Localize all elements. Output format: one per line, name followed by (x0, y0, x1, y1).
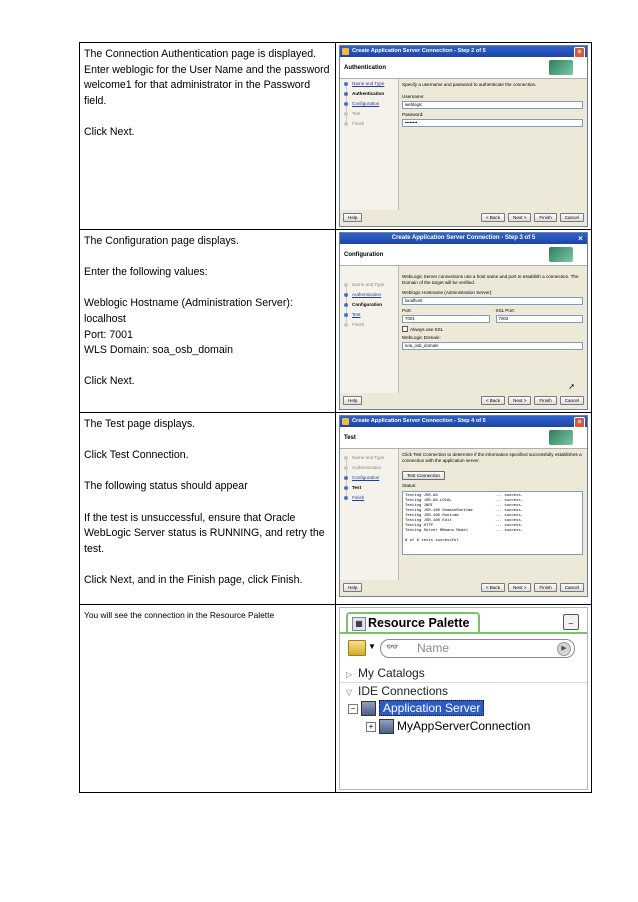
dialog-titlebar (340, 416, 587, 427)
step-configuration: Configuration (340, 300, 398, 310)
server-icon (361, 701, 376, 716)
step-description: WebLogic Server connections use a host name and port to establish a connection. The Domain of the target will be verified. (402, 274, 579, 285)
step-configuration[interactable]: Configuration (340, 99, 398, 109)
step-list (340, 449, 399, 580)
instruction-cell (80, 605, 336, 793)
help-button[interactable]: Help (343, 396, 362, 405)
step-name-and-type: Name and Type (340, 453, 398, 463)
always-ssl-checkbox[interactable] (402, 326, 583, 332)
next-button[interactable]: Next > (508, 396, 531, 405)
dialog-title: Create Application Server Connection - Step 3 of 5 (391, 235, 536, 241)
paragraph: Click Next. (84, 125, 135, 138)
help-button[interactable]: Help (343, 583, 362, 592)
step-description: Click Test Connection to determine if the information specified successfully establishes a connection with the application server. (402, 452, 582, 463)
finish-button[interactable]: Finish (534, 583, 556, 592)
screenshot-cell (336, 43, 592, 230)
paragraph: The Connection Authentication page is displayed. Enter weblogic for the User Name and the password welcome1 for that administrator in the Password field. (84, 48, 330, 107)
step-test[interactable]: Test (340, 310, 398, 320)
app-icon (342, 418, 349, 425)
step-authentication[interactable]: Authentication (340, 290, 398, 300)
resource-palette (339, 607, 588, 790)
dialog-header (340, 244, 587, 266)
domain-label: WebLogic Domain: (402, 335, 441, 340)
always-ssl-label: Always use SSL (410, 326, 444, 332)
chevron-down-icon: ▽ (346, 688, 353, 698)
table-row (80, 230, 592, 413)
step-list (340, 266, 399, 393)
table-row (80, 43, 592, 230)
paragraph: Click Test Connection. (84, 449, 189, 462)
paragraph: WLS Domain: soa_osb_domain (84, 344, 233, 357)
host-label: Weblogic Hostname (Administration Server): (402, 290, 493, 295)
ssl-port-input[interactable]: 7002 (496, 315, 584, 323)
wizard-logo-icon (549, 430, 573, 445)
finish-button[interactable]: Finish (534, 213, 556, 222)
step-heading: Authentication (344, 65, 386, 71)
log-line: Testing HTTP ... success. (405, 524, 524, 528)
search-input[interactable] (380, 639, 575, 658)
my-catalogs-node[interactable]: ▷ My Catalogs (346, 666, 425, 681)
step-authentication: Authentication (340, 89, 398, 99)
screenshot-cell (336, 605, 592, 793)
close-icon[interactable]: × (574, 47, 585, 58)
app-icon (342, 48, 349, 55)
app-server-label: Application Server (379, 700, 484, 716)
step-test: Test (340, 483, 398, 493)
next-button[interactable]: Next > (508, 213, 531, 222)
cancel-button[interactable]: Cancel (560, 583, 584, 592)
cancel-button[interactable]: Cancel (560, 213, 584, 222)
close-icon[interactable]: × (578, 234, 583, 243)
back-button[interactable]: < Back (481, 213, 505, 222)
back-button[interactable]: < Back (481, 583, 505, 592)
instruction-cell (80, 43, 336, 230)
username-input[interactable]: weblogic (402, 101, 583, 109)
server-icon (379, 719, 394, 734)
search-placeholder: Name (417, 641, 450, 656)
finish-button[interactable]: Finish (534, 396, 556, 405)
dialog-title: Create Application Server Connection - Step 4 of 5 (352, 418, 486, 424)
ssl-port-label: SSL Port: (495, 308, 515, 313)
palette-toolbar (346, 638, 581, 658)
dialog-header (340, 427, 587, 449)
connection-label: MyAppServerConnection (397, 719, 531, 734)
step-authentication: Authentication (340, 463, 398, 473)
step-name-and-type: Name and Type (340, 280, 398, 290)
cursor-icon: ➚ (568, 382, 575, 391)
domain-input[interactable]: soa_osb_domain (402, 342, 583, 350)
status-log (402, 491, 583, 555)
palette-icon: ▦ (352, 617, 366, 631)
collapse-icon[interactable]: − (348, 704, 358, 714)
chevron-right-icon: ▷ (346, 670, 353, 680)
step-description: Specify a username and password to authenticate the connection. (402, 82, 537, 87)
paragraph: Click Next, and in the Finish page, click Finish. (84, 573, 303, 586)
connection-node[interactable] (366, 719, 530, 734)
test-dialog (339, 415, 588, 597)
step-finish: Finish (340, 119, 398, 129)
log-line: Testing Server MBeans Model ... success. (405, 529, 524, 533)
palette-title: Resource Palette (368, 616, 470, 631)
step-test: Test (340, 109, 398, 119)
status-label: Status: (402, 483, 417, 488)
log-line: Testing JSR-160 DomainRuntime ... success. (405, 509, 524, 513)
port-label: Port: (402, 308, 412, 313)
next-button[interactable]: Next > (508, 583, 531, 592)
expand-icon[interactable]: + (366, 722, 376, 732)
dialog-title: Create Application Server Connection - Step 2 of 5 (352, 48, 486, 54)
paragraph: Enter the following values: (84, 266, 208, 279)
log-line: Testing JSR-88-LOCAL ... success. (405, 499, 524, 503)
back-button[interactable]: < Back (481, 396, 505, 405)
log-line: Testing JNDI ... success. (405, 504, 524, 508)
palette-tab[interactable] (346, 612, 480, 634)
password-input[interactable]: •••••••• (402, 119, 583, 127)
paragraph: You will see the connection in the Resource Palette (84, 610, 275, 621)
paragraph: Click Next. (84, 375, 135, 388)
new-folder-icon[interactable] (348, 640, 366, 656)
config-dialog (339, 232, 588, 410)
log-summary: 8 of 8 tests successful. (405, 539, 462, 543)
log-line: Testing JSR-160 Runtime ... success. (405, 514, 524, 518)
close-icon[interactable]: × (574, 417, 585, 428)
step-heading: Test (344, 435, 356, 441)
step-name-and-type[interactable]: Name and Type (340, 79, 398, 89)
instruction-cell (80, 413, 336, 605)
wizard-logo-icon (549, 247, 573, 262)
step-finish: Finish (340, 320, 398, 330)
table-row (80, 413, 592, 605)
paragraph: If the test is unsuccessful, ensure that Oracle WebLogic Server status is RUNNING, and retry the test. (84, 511, 325, 555)
step-list (340, 79, 399, 210)
password-label: Password: (402, 112, 424, 117)
paragraph: The following status should appear (84, 480, 248, 493)
instruction-table (79, 42, 592, 793)
instruction-cell (80, 230, 336, 413)
paragraph: The Test page displays. (84, 418, 196, 430)
cancel-button[interactable]: Cancel (560, 396, 584, 405)
screenshot-cell (336, 413, 592, 605)
username-label: Username: (402, 94, 425, 99)
test-connection-button[interactable]: Test Connection (402, 471, 445, 480)
ide-connections-node[interactable]: ▽ IDE Connections (346, 684, 449, 699)
step-finish[interactable]: Finish (340, 493, 398, 503)
port-input[interactable]: 7001 (402, 315, 490, 323)
paragraph: Port: 7001 (84, 328, 133, 341)
dialog-header (340, 57, 587, 79)
auth-dialog (339, 45, 588, 227)
paragraph: Weblogic Hostname (Administration Server): localhost (84, 297, 293, 325)
wizard-logo-icon (549, 60, 573, 75)
binoculars-icon: 👓 (386, 642, 399, 654)
chevron-down-icon[interactable]: ▼ (368, 642, 376, 652)
paragraph: The Configuration page displays. (84, 235, 239, 247)
log-line: Testing JSR-160 Edit ... success. (405, 519, 524, 523)
app-server-node[interactable] (348, 701, 484, 716)
screenshot-cell (336, 230, 592, 413)
help-button[interactable]: Help (343, 213, 362, 222)
dialog-titlebar (340, 46, 587, 57)
log-line: Testing JSR-88 ... success. (405, 494, 524, 498)
host-input[interactable]: localhost (402, 297, 583, 305)
step-heading: Configuration (344, 252, 384, 258)
dialog-titlebar (340, 233, 587, 244)
go-icon[interactable]: ▶ (557, 642, 571, 656)
minimize-button[interactable]: _ (563, 614, 579, 630)
table-row (80, 605, 592, 793)
step-configuration[interactable]: Configuration (340, 473, 398, 483)
